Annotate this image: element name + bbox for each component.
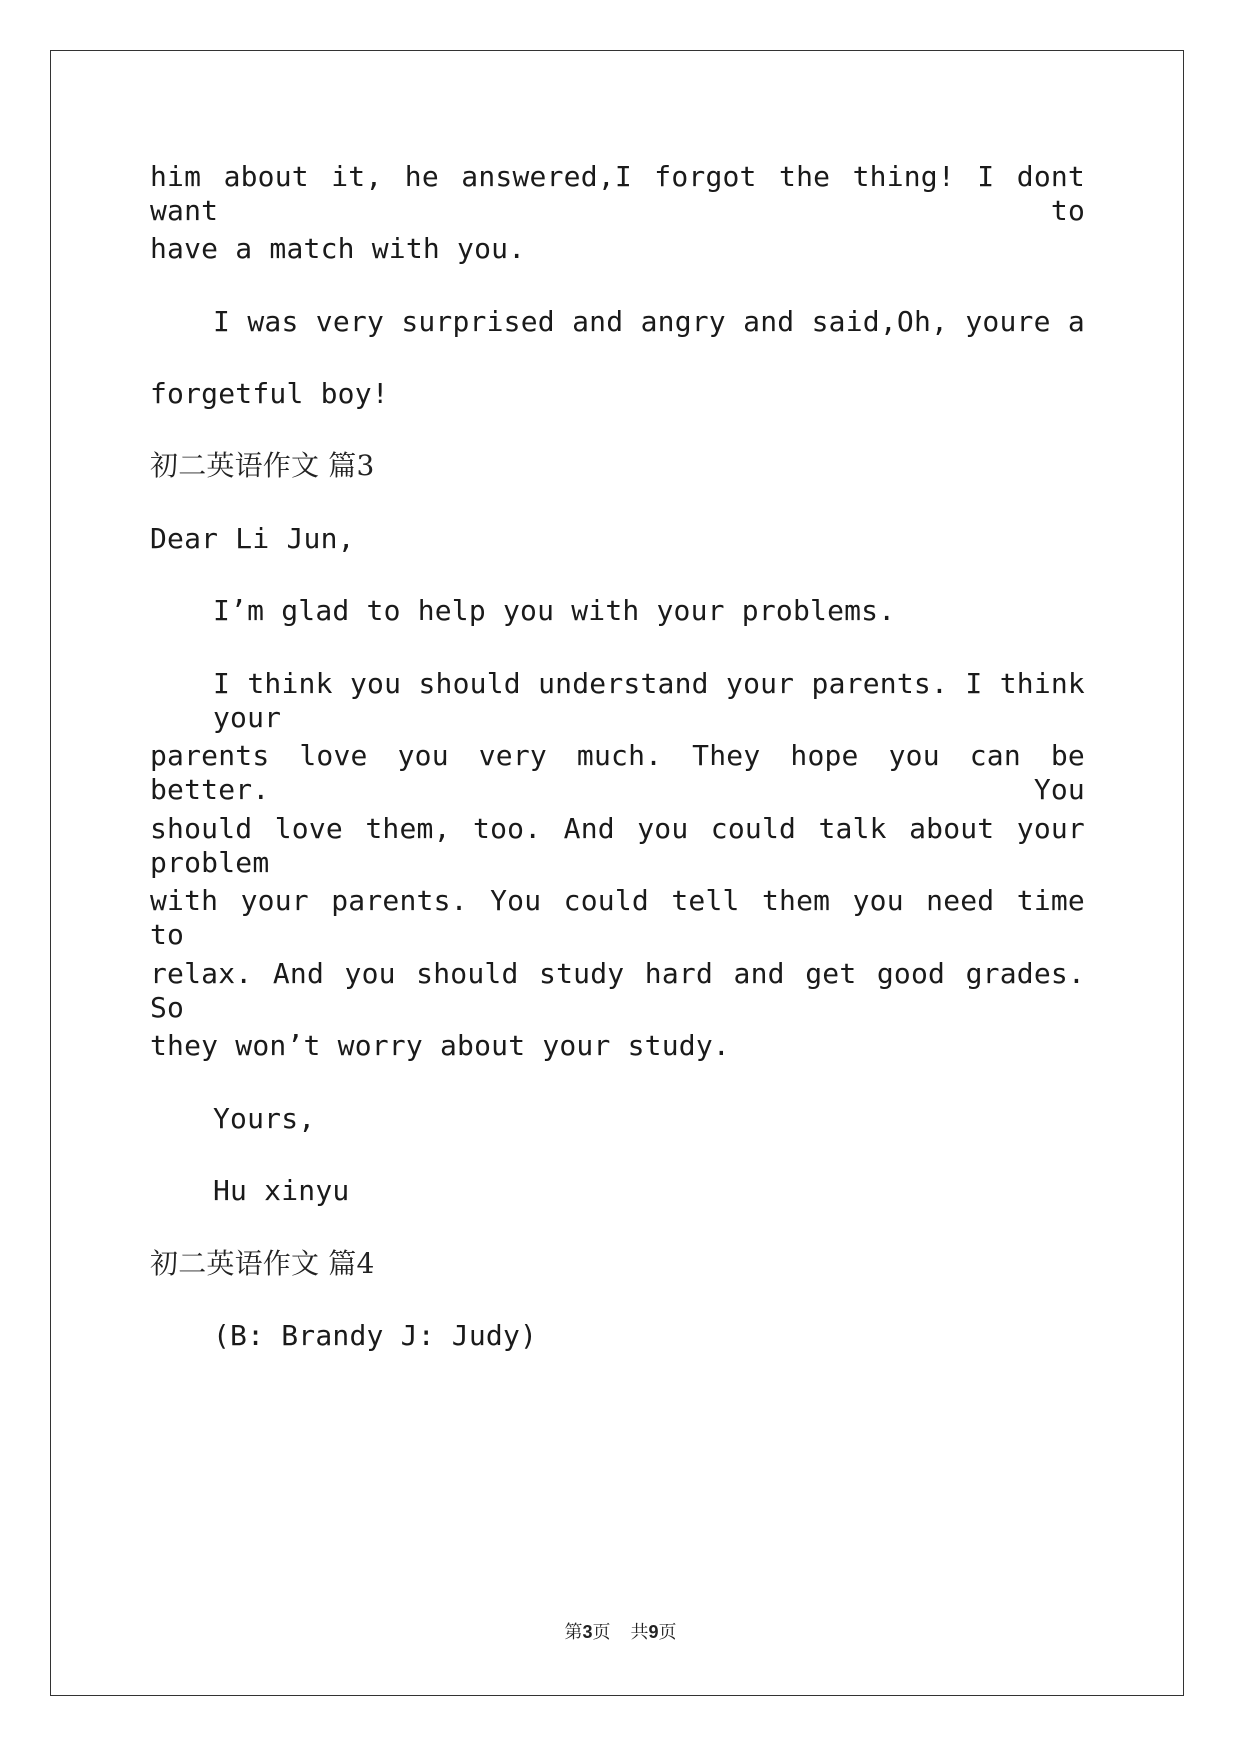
section-heading: 初二英语作文 篇3 xyxy=(150,449,375,482)
footer-total-suffix: 页 xyxy=(658,1622,677,1643)
text-line: I’m glad to help you with your problems. xyxy=(213,594,896,627)
text-line: relax. And you should study hard and get good grades. So xyxy=(150,957,1085,1024)
text-line: I think you should understand your parents. I think your xyxy=(213,667,1085,734)
text-line: should love them, too. And you could talk about your problem xyxy=(150,812,1085,879)
letter-greeting: Dear Li Jun, xyxy=(150,522,355,555)
text-line: parents love you very much. They hope you can be better. You xyxy=(150,739,1085,806)
text-line: have a match with you. xyxy=(150,232,526,265)
text-line: forgetful boy! xyxy=(150,377,389,410)
footer-total-prefix: 共 xyxy=(630,1622,649,1643)
footer-prefix: 第 xyxy=(564,1622,583,1643)
page-number: 3 xyxy=(582,1622,593,1642)
text-line: I was very surprised and angry and said,Oh, youre a xyxy=(213,305,1085,338)
text-line: they won’t worry about your study. xyxy=(150,1029,730,1062)
page-footer xyxy=(0,1618,1241,1644)
text-line: with your parents. You could tell them you need time to xyxy=(150,884,1085,951)
section-heading: 初二英语作文 篇4 xyxy=(150,1247,375,1280)
total-pages: 9 xyxy=(648,1622,659,1642)
letter-closing: Yours, xyxy=(213,1102,316,1135)
text-line: (B: Brandy J: Judy) xyxy=(213,1319,538,1352)
letter-signature: Hu xinyu xyxy=(213,1174,350,1207)
text-line: him about it, he answered,I forgot the thing! I dont want to xyxy=(150,160,1085,227)
footer-page-suffix: 页 xyxy=(592,1622,611,1643)
